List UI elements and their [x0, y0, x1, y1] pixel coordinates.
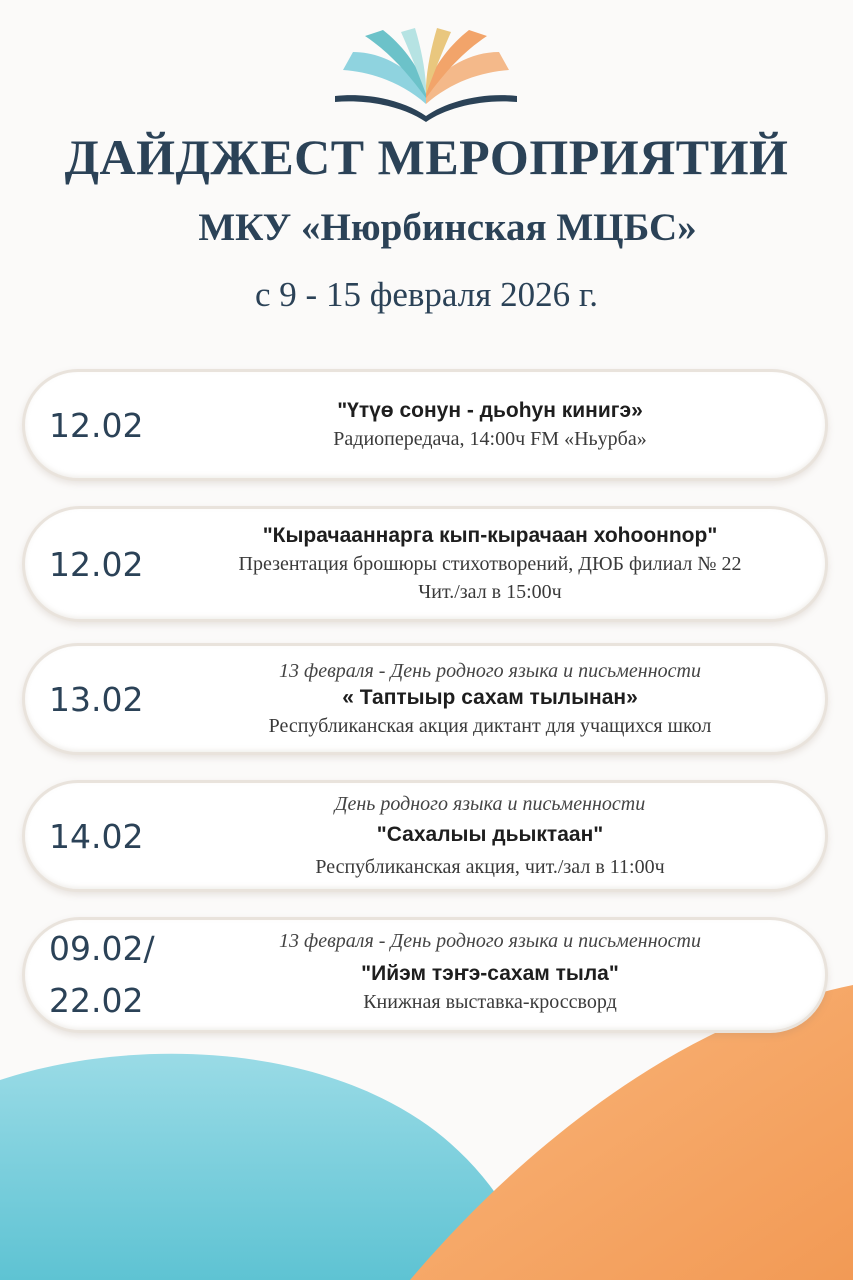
event-description: Радиопередача, 14:00ч FM «Ньурба» — [333, 428, 647, 450]
event-card — [22, 643, 828, 755]
event-title: "Сахалыы дьыктаан" — [376, 823, 604, 846]
event-title: "Ийэм тэҥэ-сахам тыла" — [361, 962, 619, 985]
date-range: с 9 - 15 февраля 2026 г. — [255, 275, 598, 314]
event-note: 13 февраля - День родного языка и письменности — [279, 660, 701, 682]
event-details — [175, 783, 805, 889]
event-date: 12.02 — [49, 544, 144, 584]
event-details — [175, 509, 805, 619]
event-description: Республиканская акция диктант для учащихся школ — [268, 715, 712, 737]
organization-name: МКУ «Нюрбинская МЦБС» — [198, 206, 697, 249]
event-description: Республиканская акция, чит./зал в 11:00ч — [315, 856, 665, 878]
event-card — [22, 780, 828, 892]
event-details — [175, 372, 805, 478]
event-card — [22, 506, 828, 622]
event-title: "Үтүө сонун - дьоһун кинигэ» — [337, 399, 643, 422]
event-title: "Кырачааннарга кып-кырачаан хоһоонnор" — [262, 524, 718, 547]
event-date-start: 09.02/ — [49, 929, 155, 968]
event-details — [175, 920, 805, 1030]
event-description-extra: Чит./зал в 15:00ч — [418, 581, 562, 603]
event-date — [49, 920, 179, 1030]
event-date-end: 22.02 — [49, 981, 144, 1020]
event-details — [175, 646, 805, 752]
page-title: ДАЙДЖЕСТ МЕРОПРИЯТИЙ — [64, 129, 789, 185]
event-date: 13.02 — [49, 679, 144, 719]
event-date: 14.02 — [49, 816, 144, 856]
event-description: Презентация брошюры стихотворений, ДЮБ филиал № 22 — [238, 553, 742, 575]
event-date: 12.02 — [49, 405, 144, 445]
event-description: Книжная выставка-кроссворд — [363, 991, 617, 1013]
event-note: День родного языка и письменности — [334, 793, 646, 815]
event-title: « Таптыыр сахам тылынан» — [342, 686, 638, 709]
event-card — [22, 369, 828, 481]
event-note: 13 февраля - День родного языка и письменности — [279, 930, 701, 952]
open-book-icon — [331, 22, 521, 124]
event-card — [22, 917, 828, 1033]
